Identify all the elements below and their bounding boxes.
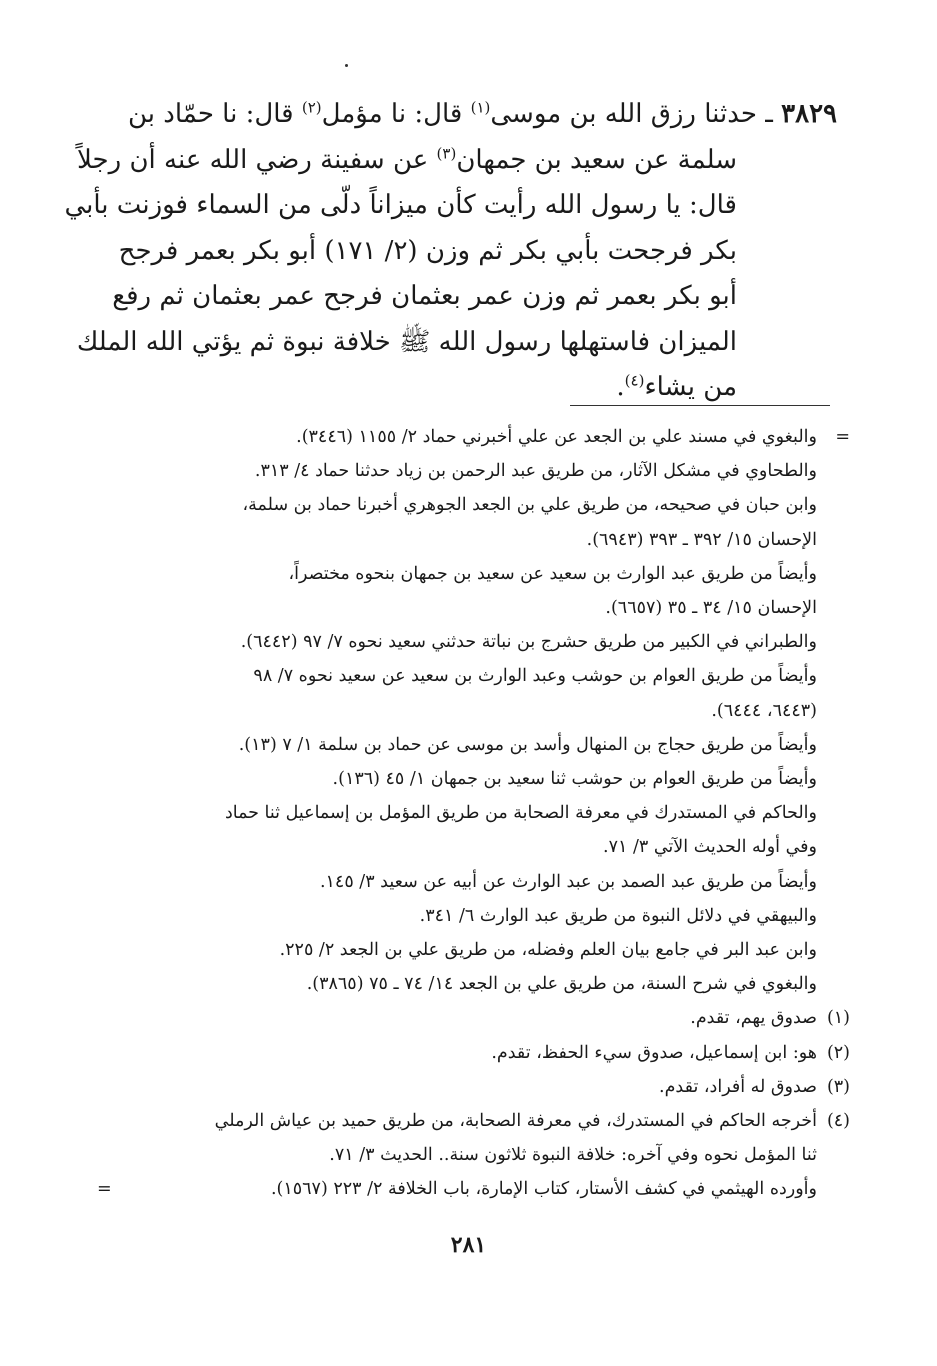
hadith-text	[64, 92, 837, 411]
footnote-line: والطبراني في الكبير من طريق حشرج بن نباتة حدثني سعيد نحوه ٧/ ٩٧ (٦٤٤٢).	[240, 632, 817, 653]
footnote-4	[117, 1104, 850, 1138]
footnote-ref[interactable]: (٢)	[301, 98, 322, 117]
footnotes	[97, 420, 850, 1207]
text-segment: أبو بكر بعمر ثم وزن عمر بعثمان فرجح عمر بعثمان ثم رفع	[112, 281, 737, 311]
hadith-number: ٣٨٢٩	[781, 99, 837, 129]
hadith-line	[76, 320, 837, 366]
footnote-line: وابن عبد البر في جامع بيان العلم وفضله، من طريق علي بن الجعد ٢/ ٢٢٥.	[279, 940, 817, 961]
text-segment: الميزان فاستهلها رسول الله ﷺ خلافة نبوة ثم يؤتي الله الملك	[76, 326, 737, 357]
footnote-number: (٣)	[826, 1076, 850, 1097]
text-segment: عن سفينة رضي الله عنه أن رجلاً	[77, 144, 437, 175]
footnote-number: (١)	[826, 1008, 850, 1029]
footnote-ref[interactable]: (١)	[470, 98, 491, 117]
page-number: ٢٨١	[450, 1232, 487, 1258]
footnote-line: (٦٤٤٣، ٦٤٤٤).	[711, 700, 817, 721]
continuation-end-marker: =	[97, 1179, 112, 1200]
stray-dot	[345, 64, 348, 67]
footnote-line: وأيضاً من طريق حجاج بن المنهال وأسد بن موسى عن حماد بن سلمة ١/ ٧ (١٣).	[238, 734, 817, 755]
text-segment: قال: نا حمّاد بن	[128, 99, 302, 129]
footnote-line: والبيهقي في دلائل النبوة من طريق عبد الوارث ٦/ ٣٤١.	[419, 905, 817, 926]
footnote-line: وأيضاً من طريق العوام بن حوشب وعبد الوارث بن سعيد عن سعيد نحوه ٧/ ٩٨	[253, 666, 817, 687]
hadith-line	[107, 229, 837, 275]
footnote-3	[117, 1070, 850, 1104]
footnote-text: صدوق له أفراد، تقدم.	[659, 1076, 817, 1097]
text-segment: قال: يا رسول الله رأيت كأن ميزاناً دلّى من السماء فوزنت بأبي	[64, 190, 737, 220]
footnote-line: وأيضاً من طريق عبد الوارث بن سعيد عن سعيد بن جمهان بنحوه مختصراً،	[288, 563, 817, 584]
text-segment: من يشاء	[644, 372, 737, 402]
footnote-line: وفي أوله الحديث الآتي ٣/ ٧١.	[603, 837, 817, 858]
footnote-ref[interactable]: (٣)	[436, 143, 457, 162]
hadith-line	[64, 183, 837, 229]
hadith-line	[107, 274, 837, 320]
footnote-line: والحاكم في المستدرك في معرفة الصحابة من طريق المؤمل بن إسماعيل ثنا حماد	[224, 803, 817, 824]
footnote-line	[97, 1172, 817, 1206]
hadith-line	[107, 365, 837, 411]
footnote-line: والبغوي في شرح السنة، من طريق علي بن الجعد ١٤/ ٧٤ ـ ٧٥ (٣٨٦٥).	[306, 974, 817, 995]
footnote-line: الإحسان ١٥/ ٣٩٢ ـ ٣٩٣ (٦٩٤٣).	[586, 529, 817, 550]
hadith-line	[107, 92, 837, 138]
footnote-line: ثنا المؤمل نحوه وفي آخره: خلافة النبوة ثلاثون سنة.. الحديث ٣/ ٧١.	[329, 1145, 817, 1166]
text-segment: حدثنا رزق الله بن موسى	[490, 99, 757, 129]
footnote-divider	[570, 405, 830, 406]
footnote-1	[117, 1001, 850, 1035]
continuation-marker: =	[835, 427, 850, 447]
footnote-line: والطحاوي في مشكل الآثار، من طريق عبد الرحمن بن زياد حدثنا حماد ٤/ ٣١٣.	[254, 461, 817, 482]
text-segment: سلمة عن سعيد بن جمهان	[456, 144, 737, 175]
hadith-separator: ـ	[765, 99, 773, 129]
hadith-line	[77, 138, 837, 184]
footnote-2	[117, 1036, 850, 1070]
footnote-line: وأيضاً من طريق عبد الصمد بن عبد الوارث عن أبيه عن سعيد ٣/ ١٤٥.	[319, 871, 817, 892]
footnote-text: وأورده الهيثمي في كشف الأستار، كتاب الإمارة، باب الخلافة ٢/ ٢٢٣ (١٥٦٧).	[270, 1179, 817, 1200]
footnote-number: (٢)	[826, 1042, 850, 1063]
footnote-text: صدوق يهم، تقدم.	[690, 1008, 817, 1029]
footnote-text: هو: ابن إسماعيل، صدوق سيء الحفظ، تقدم.	[491, 1042, 817, 1063]
footnote-line: وابن حبان في صحيحه، من طريق علي بن الجعد الجوهري أخبرنا حماد بن سلمة،	[242, 495, 817, 516]
footnote-text: أخرجه الحاكم في المستدرك، في معرفة الصحابة، من طريق حميد بن عياش الرملي	[214, 1111, 817, 1132]
footnote-line: الإحسان ١٥/ ٣٤ ـ ٣٥ (٦٦٥٧).	[605, 598, 817, 619]
footnote-line	[117, 420, 850, 454]
text-segment: قال: نا مؤمل	[321, 99, 471, 129]
footnote-number: (٤)	[826, 1111, 850, 1132]
text-segment: بكر فرجحت بأبي بكر ثم وزن (٢/ ١٧١) أبو بكر بعمر فرجح	[118, 235, 737, 266]
footnote-ref[interactable]: (٤)	[624, 371, 645, 390]
footnote-line: وأيضاً من طريق العوام بن حوشب ثنا سعيد بن جمهان ١/ ٤٥ (١٣٦).	[332, 769, 817, 790]
text-segment: .	[616, 372, 625, 402]
footnote-text: والبغوي في مسند علي بن الجعد عن علي أخبرني حماد ٢/ ١١٥٥ (٣٤٤٦).	[296, 427, 817, 447]
